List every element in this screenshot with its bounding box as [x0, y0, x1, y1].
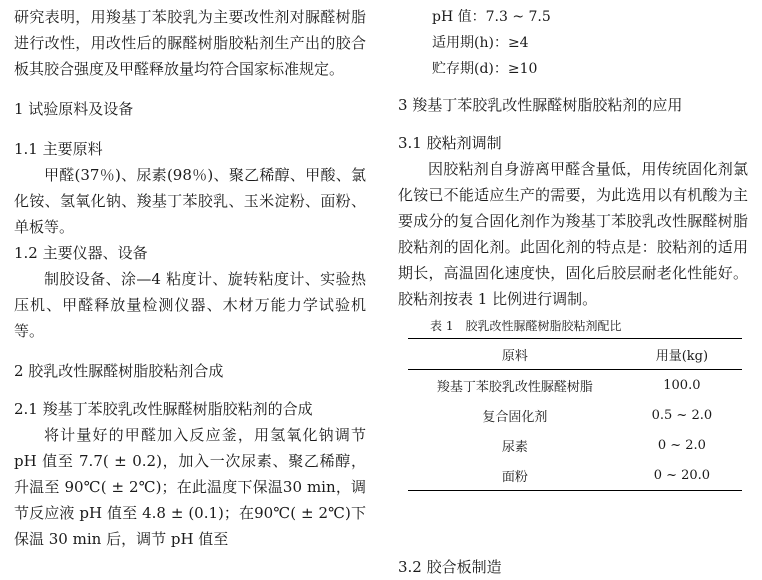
table-cell-material: 面粉: [501, 469, 528, 485]
table-cell-amount: 0.5 ~ 2.0: [651, 407, 713, 423]
section-3-heading: 3 羧基丁苯胶乳改性脲醛树脂胶粘剂的应用: [398, 96, 683, 114]
spec-list: [398, 4, 748, 82]
table-header-amount: 用量(kg): [655, 348, 709, 364]
section-1-2-text: 制胶设备、涂—4 粘度计、旋转粘度计、实验热压机、甲醛释放量检测仪器、木材万能力学试验机等。: [14, 270, 366, 340]
section-2-1-heading: 2.1 羧基丁苯胶乳改性脲醛树脂胶粘剂的合成: [14, 400, 313, 418]
section-2-1-text: 将计量好的甲醛加入反应釜，用氢氧化钠调节 pH 值至 7.7( ± 0.2)，加入一次尿素、聚乙稀醇，升温至 90℃( ± 2℃)；在此温度下保温30 min，调节反应液 pH 值至 4.8 ± (0.1)；在90℃( ± 2℃)下保温 30 min 后，调节 pH 值至: [14, 426, 366, 548]
section-3-1-text: 因胶粘剂自身游离甲醛含量低，用传统固化剂氯化铵已不能适应生产的需要，为此选用以有机酸为主要成分的复合固化剂作为羧基丁苯胶乳改性脲醛树脂胶粘剂的固化剂。此固化剂的特点是：胶粘剂的适用期长，高温固化速度快，固化后胶层耐老化性能好。胶粘剂按表 1 比例进行调制。: [398, 160, 748, 308]
table-cell-material: 尿素: [501, 439, 528, 455]
spec-ph: pH 值：7.3 ~ 7.5: [432, 9, 551, 25]
section-1-1-text: 甲醛(37％)、尿素(98％)、聚乙稀醇、甲酸、氯化铵、氢氧化钠、羧基丁苯胶乳、玉米淀粉、面粉、单板等。: [14, 166, 366, 236]
blend-ratio-table: [408, 338, 742, 491]
section-1-1-heading: 1.1 主要原料: [14, 140, 103, 158]
table-cell-amount: 0 ~ 20.0: [653, 467, 711, 483]
right-column: [398, 0, 748, 576]
spec-usable-time: 适用期(h)：≥4: [432, 35, 529, 51]
section-3-1-heading: 3.1 胶粘剂调制: [398, 134, 502, 152]
table-row: [408, 400, 742, 430]
table-cell-material: 复合固化剂: [482, 409, 548, 425]
table-row: [408, 460, 742, 491]
table-cell-amount: 100.0: [663, 377, 701, 393]
table-row: [408, 430, 742, 460]
section-2-heading: 2 胶乳改性脲醛树脂胶粘剂合成: [14, 362, 224, 380]
intro-paragraph: 研究表明，用羧基丁苯胶乳为主要改性剂对脲醛树脂进行改性，用改性后的脲醛树脂胶粘剂生产出的胶合板其胶合强度及甲醛释放量均符合国家标准规定。: [14, 8, 366, 78]
table-header-material: 原料: [501, 348, 528, 364]
table-row: [408, 370, 742, 401]
section-1-heading: 1 试验原料及设备: [14, 100, 134, 118]
section-1-2-heading: 1.2 主要仪器、设备: [14, 244, 148, 262]
table-header-row: [408, 339, 742, 370]
table-caption: 表 1 胶乳改性脲醛树脂胶粘剂配比: [430, 319, 622, 333]
table-cell-material: 羧基丁苯胶乳改性脲醛树脂: [436, 379, 593, 395]
section-3-2-heading: 3.2 胶合板制造: [398, 558, 502, 576]
table-cell-amount: 0 ~ 2.0: [657, 437, 706, 453]
left-column: [14, 0, 366, 552]
spec-storage-time: 贮存期(d)：≥10: [432, 61, 538, 77]
